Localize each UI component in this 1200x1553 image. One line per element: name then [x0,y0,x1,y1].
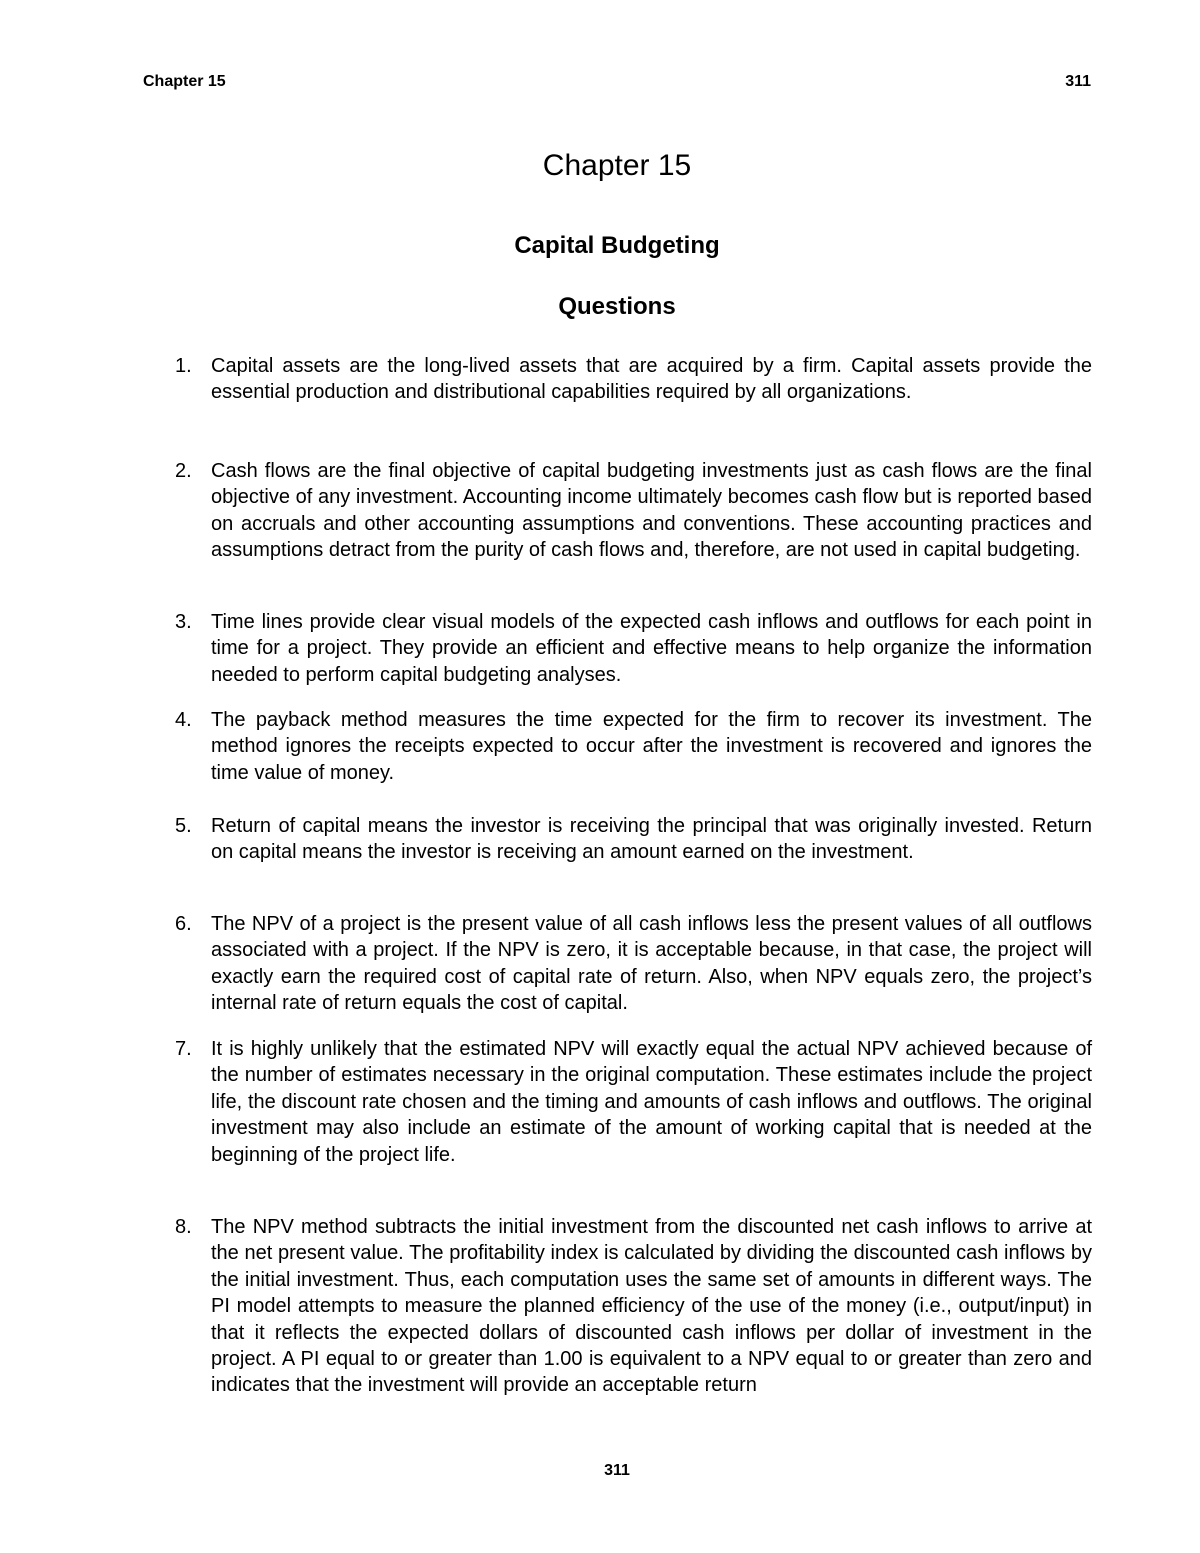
answer-item [175,609,1092,688]
running-header-page-number: 311 [1065,73,1091,90]
chapter-title: Chapter 15 [542,149,692,182]
answer-text: Time lines provide clear visual models of the expected cash inflows and outflows for each point in time for a project. They provide an efficient and effective means to help organize the information needed to perform capital budgeting analyses. [211,611,1092,686]
answer-text: Capital assets are the long-lived assets that are acquired by a firm. Capital assets provide the essential production and distributional capabilities required by all organizations. [211,355,1092,404]
answer-item [175,707,1092,786]
answer-item [175,458,1092,564]
answer-text: Return of capital means the investor is receiving the principal that was originally invested. Return on capital means the investor is receiving an amount earned on the investment. [211,815,1092,864]
answer-text: It is highly unlikely that the estimated NPV will exactly equal the actual NPV achieved because of the number of estimates necessary in the original computation. These estimates include the project life, the discount rate chosen and the timing and amounts of cash inflows and outflows. The original investment may also include an estimate of the amount of working capital that is needed at the beginning of the project life. [211,1038,1092,1166]
answer-item [175,1036,1092,1168]
answer-text: Cash flows are the final objective of capital budgeting investments just as cash flows are the final objective of any investment. Accounting income ultimately becomes cash flow but is reported based on accruals and other accounting assumptions and conventions. These accounting practices and assumptions detract from the purity of cash flows and, therefore, are not used in capital budgeting. [211,460,1092,562]
answer-number: 8. [175,1216,192,1238]
answer-number: 5. [175,815,192,837]
page-footer-number: 311 [604,1462,630,1479]
answer-item [175,353,1092,406]
questions-heading: Questions [558,293,676,320]
answer-number: 3. [175,611,192,633]
answer-number: 2. [175,460,192,482]
running-header-chapter: Chapter 15 [143,73,226,90]
running-header [143,72,1091,92]
answer-number: 1. [175,355,192,377]
answer-text: The payback method measures the time expected for the firm to recover its investment. The method ignores the receipts expected to occur after the investment is recovered and ignores the time value of money. [211,709,1092,784]
answer-item [175,813,1092,866]
answer-number: 7. [175,1038,192,1060]
answer-text: The NPV of a project is the present value of all cash inflows less the present values of all outflows associated with a project. If the NPV is zero, it is acceptable because, in that case, the project will exactly earn the required cost of capital rate of return. Also, when NPV equals zero, the project’s internal rate of return equals the cost of capital. [211,913,1092,1015]
answer-item [175,1214,1092,1399]
answer-text: The NPV method subtracts the initial investment from the discounted net cash inflows to arrive at the net present value. The profitability index is calculated by dividing the discounted cash inflows by the initial investment. Thus, each computation uses the same set of amounts in different ways. The PI model attempts to measure the planned efficiency of the use of the money (i.e., output/input) in that it reflects the expected dollars of discounted cash inflows per dollar of investment in the project. A PI equal to or greater than 1.00 is equivalent to a NPV equal to or greater than zero and indicates that the investment will provide an acceptable return [211,1216,1092,1397]
answer-number: 4. [175,709,192,731]
section-title: Capital Budgeting [514,232,720,259]
answer-item [175,911,1092,1017]
answer-number: 6. [175,913,192,935]
